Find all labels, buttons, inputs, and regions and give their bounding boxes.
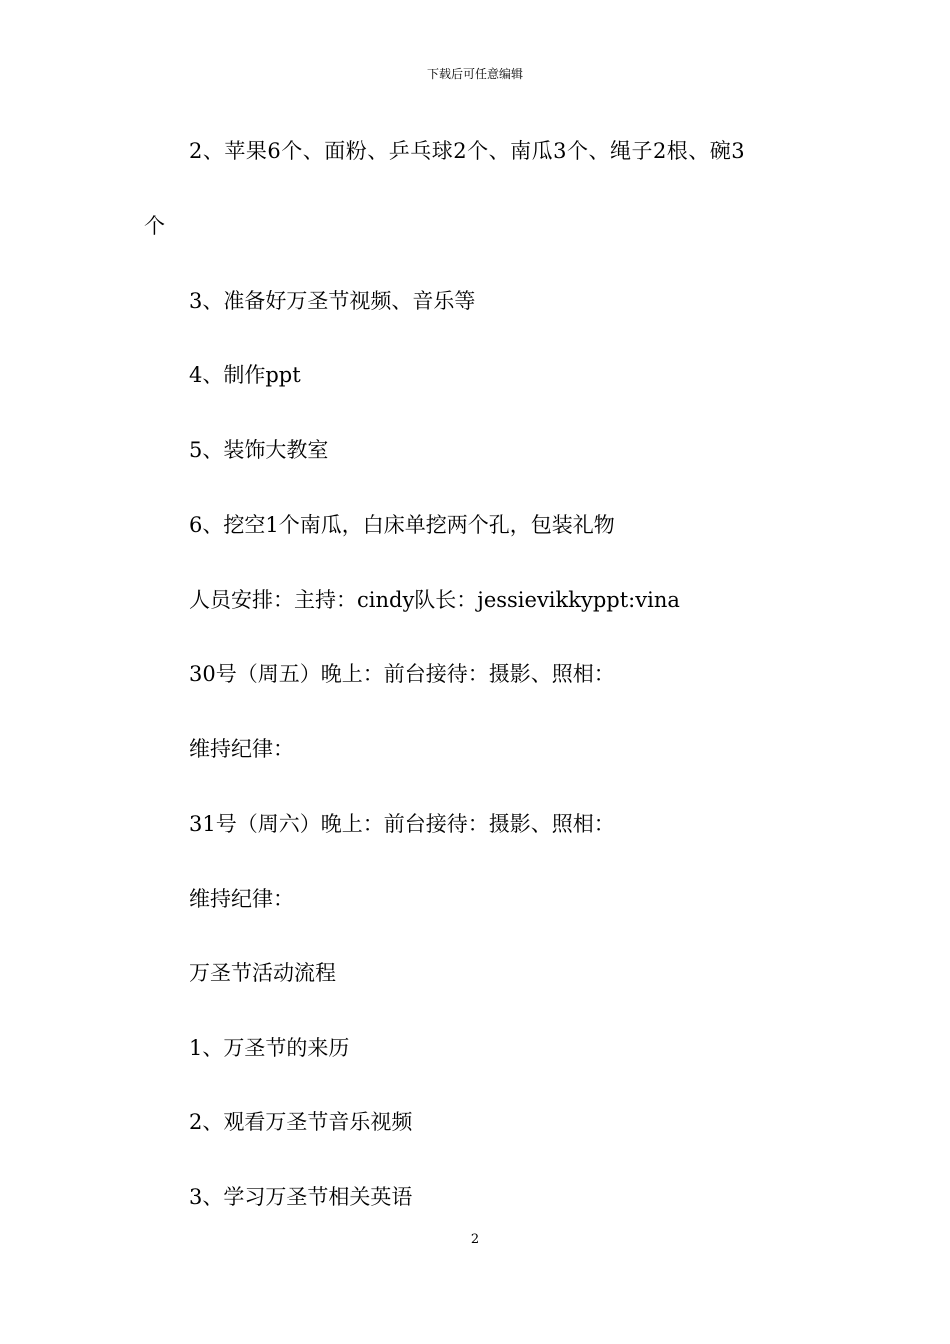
text-line-decorate-classroom: 5、装饰大教室: [189, 438, 329, 462]
text-line-watch-videos: 2、观看万圣节音乐视频: [189, 1110, 413, 1134]
text-line-saturday-evening: 31号（周六）晚上：前台接待：摄影、照相：: [189, 812, 615, 836]
text-line-prepare-media: 3、准备好万圣节视频、音乐等: [189, 289, 476, 313]
text-line-materials-continued: 个: [144, 214, 165, 238]
text-line-make-ppt: 4、制作ppt: [189, 363, 301, 387]
text-line-materials: 2、苹果6个、面粉、乒乓球2个、南瓜3个、绳子2根、碗3: [189, 139, 746, 163]
text-line-friday-discipline: 维持纪律：: [189, 737, 294, 761]
text-line-halloween-origin: 1、万圣节的来历: [189, 1036, 350, 1060]
text-line-friday-evening: 30号（周五）晚上：前台接待：摄影、照相：: [189, 662, 615, 686]
text-line-learn-english: 3、学习万圣节相关英语: [189, 1185, 413, 1209]
text-line-staff-arrangement: 人员安排：主持：cindy队长：jessievikkyppt:vina: [189, 588, 680, 612]
text-line-pumpkin-sheet-gifts: 6、挖空1个南瓜，白床单挖两个孔，包装礼物: [189, 513, 615, 537]
text-line-saturday-discipline: 维持纪律：: [189, 887, 294, 911]
page-header: 下载后可任意编辑: [426, 67, 523, 81]
section-heading-halloween-process: 万圣节活动流程: [189, 961, 336, 985]
page-number: 2: [470, 1232, 480, 1247]
